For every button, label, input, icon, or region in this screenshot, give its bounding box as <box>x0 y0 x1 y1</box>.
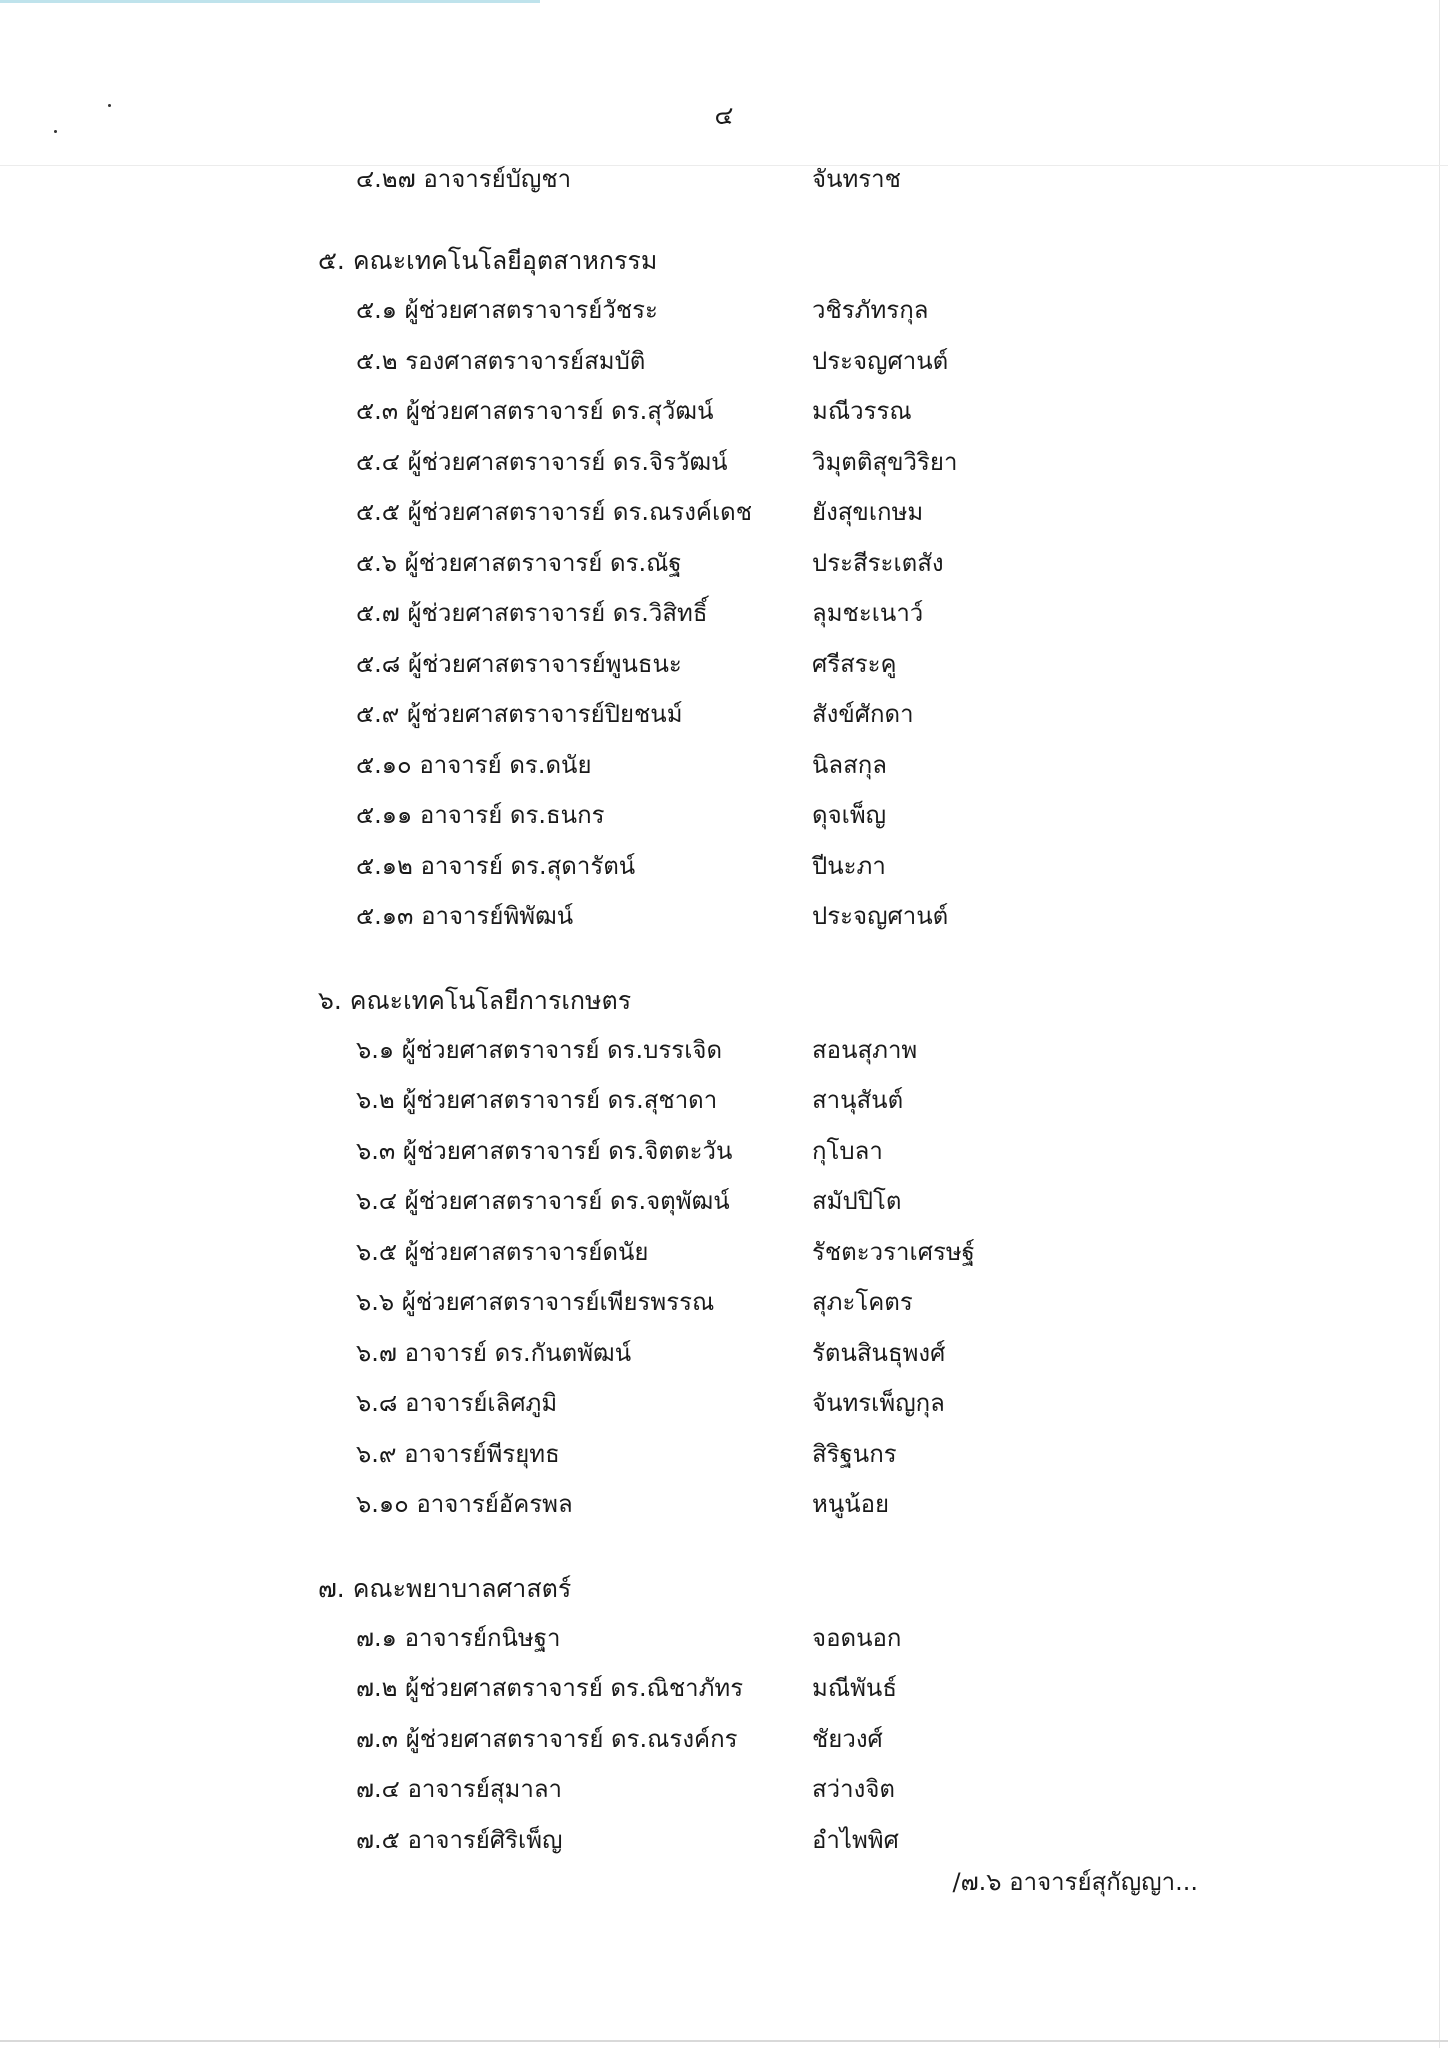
entry-given-name: อาจารย์เลิศภูมิ <box>405 1389 558 1417</box>
entry-number: ๖.๒ <box>356 1086 395 1114</box>
entry-surname: วิมุตติสุขวิริยา <box>812 447 958 476</box>
entry-label <box>356 896 573 936</box>
entry-label <box>356 1181 730 1221</box>
entry-label <box>356 694 683 734</box>
entry-surname: ศรีสระคู <box>812 649 897 678</box>
entry-number: ๗.๑ <box>356 1623 397 1652</box>
section-title: ๕. คณะเทคโนโลยีอุตสาหกรรม <box>318 246 658 275</box>
entry-label <box>356 1820 562 1860</box>
entry-given-name: ผู้ช่วยศาสตราจารย์ ดร.จิรวัฒน์ <box>407 447 728 476</box>
entry-given-name: ผู้ช่วยศาสตราจารย์ ดร.ณัฐ <box>404 548 682 577</box>
entry-label <box>356 1282 714 1322</box>
entry-number: ๕.๑๓ <box>356 902 414 930</box>
entry-given-name: ผู้ช่วยศาสตราจารย์ ดร.ณิชาภัทร <box>405 1674 744 1702</box>
entry-label <box>356 795 605 835</box>
entry-given-name: อาจารย์ ดร.กันตพัฒน์ <box>404 1338 632 1367</box>
entry-label <box>356 1030 722 1070</box>
entry-label <box>356 290 658 330</box>
entry-label <box>356 1484 573 1524</box>
entry-number: ๖.๑ <box>356 1035 395 1064</box>
page-number: ๔ <box>714 101 734 130</box>
entry-surname: สมัปปิโต <box>812 1187 902 1215</box>
entry-surname: รัชตะวราเศรษฐ์ <box>812 1237 975 1266</box>
entry-surname: สังข์ศักดา <box>812 700 914 728</box>
entry-label <box>356 159 571 199</box>
entry-label <box>356 543 682 583</box>
section-title: ๗. คณะพยาบาลศาสตร์ <box>318 1573 572 1603</box>
entry-number: ๖.๗ <box>356 1338 397 1367</box>
entry-label <box>356 846 635 886</box>
entry-label <box>356 1668 743 1708</box>
entry-given-name: ผู้ช่วยศาสตราจารย์ ดร.จตุพัฒน์ <box>404 1187 730 1215</box>
entry-label <box>356 1769 562 1809</box>
entry-surname: ประสีระเตสัง <box>812 548 944 577</box>
scan-edge-top <box>0 0 540 3</box>
entry-surname: ลุมชะเนาว์ <box>812 599 924 627</box>
entry-number: ๗.๔ <box>356 1775 400 1803</box>
entry-number: ๕.๖ <box>356 548 398 577</box>
entry-given-name: ผู้ช่วยศาสตราจารย์วัชระ <box>404 296 658 324</box>
entry-number: ๖.๕ <box>356 1237 398 1266</box>
entry-number: ๗.๒ <box>356 1674 398 1702</box>
continuation-note: /๗.๖ อาจารย์สุกัญญา... <box>952 1868 1198 1896</box>
entry-given-name: อาจารย์อัครพล <box>416 1490 573 1518</box>
entry-given-name: ผู้ช่วยศาสตราจารย์ ดร.ณรงค์เดช <box>407 498 753 526</box>
entry-given-name: อาจารย์พีรยุทธ <box>404 1439 560 1468</box>
entry-surname: ปีนะภา <box>812 851 886 880</box>
entry-surname: จอดนอก <box>812 1623 902 1652</box>
entry-given-name: อาจารย์ ดร.ดนัย <box>419 750 592 779</box>
entry-number: ๖.๔ <box>356 1187 398 1215</box>
entry-label <box>356 1434 560 1474</box>
entry-number: ๖.๘ <box>356 1389 398 1417</box>
entry-label <box>356 492 752 532</box>
section-title: ๖. คณะเทคโนโลยีการเกษตร <box>318 985 632 1015</box>
entry-surname: หนูน้อย <box>812 1490 890 1518</box>
entry-given-name: ผู้ช่วยศาสตราจารย์ ดร.สุชาดา <box>402 1086 718 1114</box>
entry-surname: มณีพันธ์ <box>812 1674 897 1702</box>
entry-number: ๕.๓ <box>356 397 399 425</box>
entry-number: ๖.๖ <box>356 1288 395 1316</box>
entry-number: ๕.๑๑ <box>356 801 413 829</box>
entry-label <box>356 644 682 684</box>
entry-label <box>356 341 645 381</box>
entry-label <box>356 1719 738 1759</box>
entry-given-name: ผู้ช่วยศาสตราจารย์ปิยชนม์ <box>407 700 683 728</box>
entry-number: ๕.๑๐ <box>356 750 412 779</box>
scan-rule <box>0 165 1448 166</box>
entry-number: ๕.๒ <box>356 346 398 375</box>
entry-given-name: ผู้ช่วยศาสตราจารย์ ดร.สุวัฒน์ <box>405 397 714 425</box>
entry-label <box>356 1383 557 1423</box>
entry-label <box>356 1080 717 1120</box>
entry-surname: สุภะโคตร <box>812 1288 913 1316</box>
entry-surname: ยังสุขเกษม <box>812 498 924 526</box>
entry-given-name: อาจารย์บัญชา <box>423 165 572 193</box>
entry-surname: รัตนสินธุพงศ์ <box>812 1338 946 1367</box>
entry-surname: ประจญศานต์ <box>812 346 949 375</box>
entry-given-name: อาจารย์พิพัฒน์ <box>421 902 574 930</box>
scan-edge-right <box>1439 0 1440 2048</box>
entry-given-name: ผู้ช่วยศาสตราจารย์ ดร.จิตตะวัน <box>402 1136 733 1165</box>
entry-given-name: ผู้ช่วยศาสตราจารย์พูนธนะ <box>407 649 682 678</box>
entry-label <box>356 442 728 482</box>
entry-number: ๖.๙ <box>356 1439 397 1468</box>
entry-given-name: ผู้ช่วยศาสตราจารย์ ดร.ณรงค์กร <box>405 1724 738 1753</box>
entry-surname: อำไพพิศ <box>812 1825 899 1854</box>
entry-given-name: ผู้ช่วยศาสตราจารย์ ดร.วิสิทธิ์ <box>407 599 708 627</box>
entry-label <box>356 1618 560 1658</box>
entry-given-name: รองศาสตราจารย์สมบัติ <box>405 346 646 375</box>
entry-surname: สานุสันต์ <box>812 1086 904 1114</box>
entry-surname: ดุจเพ็ญ <box>812 801 887 829</box>
entry-surname: ประจญศานต์ <box>812 902 949 930</box>
entry-given-name: ผู้ช่วยศาสตราจารย์ ดร.บรรเจิด <box>401 1035 723 1064</box>
entry-number: ๖.๑๐ <box>356 1490 409 1518</box>
entry-given-name: ผู้ช่วยศาสตราจารย์ดนัย <box>404 1237 649 1266</box>
entry-surname: นิลสกุล <box>812 750 887 779</box>
entry-label <box>356 745 592 785</box>
entry-label <box>356 593 708 633</box>
entry-label <box>356 1131 732 1171</box>
entry-number: ๕.๕ <box>356 498 400 526</box>
entry-label <box>356 391 713 431</box>
entry-number: ๔.๒๗ <box>356 165 416 193</box>
entry-surname: วชิรภัทรกุล <box>812 296 929 324</box>
entry-given-name: อาจารย์ ดร.สุดารัตน์ <box>420 851 636 880</box>
entry-surname: มณีวรรณ <box>812 397 912 425</box>
entry-surname: สอนสุภาพ <box>812 1035 918 1064</box>
entry-label <box>356 1232 648 1272</box>
entry-number: ๖.๓ <box>356 1136 396 1165</box>
entry-label <box>356 1333 631 1373</box>
entry-number: ๕.๘ <box>356 649 401 678</box>
entry-surname: สว่างจิต <box>812 1775 895 1803</box>
entry-surname: จันทราช <box>812 165 901 193</box>
entry-surname: ชัยวงศ์ <box>812 1724 883 1753</box>
entry-given-name: อาจารย์ ดร.ธนกร <box>419 801 605 829</box>
entry-surname: จันทรเพ็ญกุล <box>812 1389 945 1417</box>
entry-given-name: อาจารย์สุมาลา <box>407 1775 562 1803</box>
entry-number: ๕.๙ <box>356 700 400 728</box>
entry-surname: กุโบลา <box>812 1136 883 1165</box>
scan-edge-bottom <box>0 2040 1448 2042</box>
entry-given-name: ผู้ช่วยศาสตราจารย์เพียรพรรณ <box>401 1288 715 1316</box>
entry-number: ๗.๓ <box>356 1724 399 1753</box>
entry-number: ๕.๔ <box>356 447 400 476</box>
entry-number: ๕.๑๒ <box>356 851 413 880</box>
entry-given-name: อาจารย์กนิษฐา <box>404 1623 561 1652</box>
entry-surname: สิริฐนกร <box>812 1439 897 1468</box>
entry-given-name: อาจารย์ศิริเพ็ญ <box>407 1825 563 1854</box>
entry-number: ๕.๑ <box>356 296 398 324</box>
entry-number: ๕.๗ <box>356 599 400 627</box>
entry-number: ๗.๕ <box>356 1825 400 1854</box>
